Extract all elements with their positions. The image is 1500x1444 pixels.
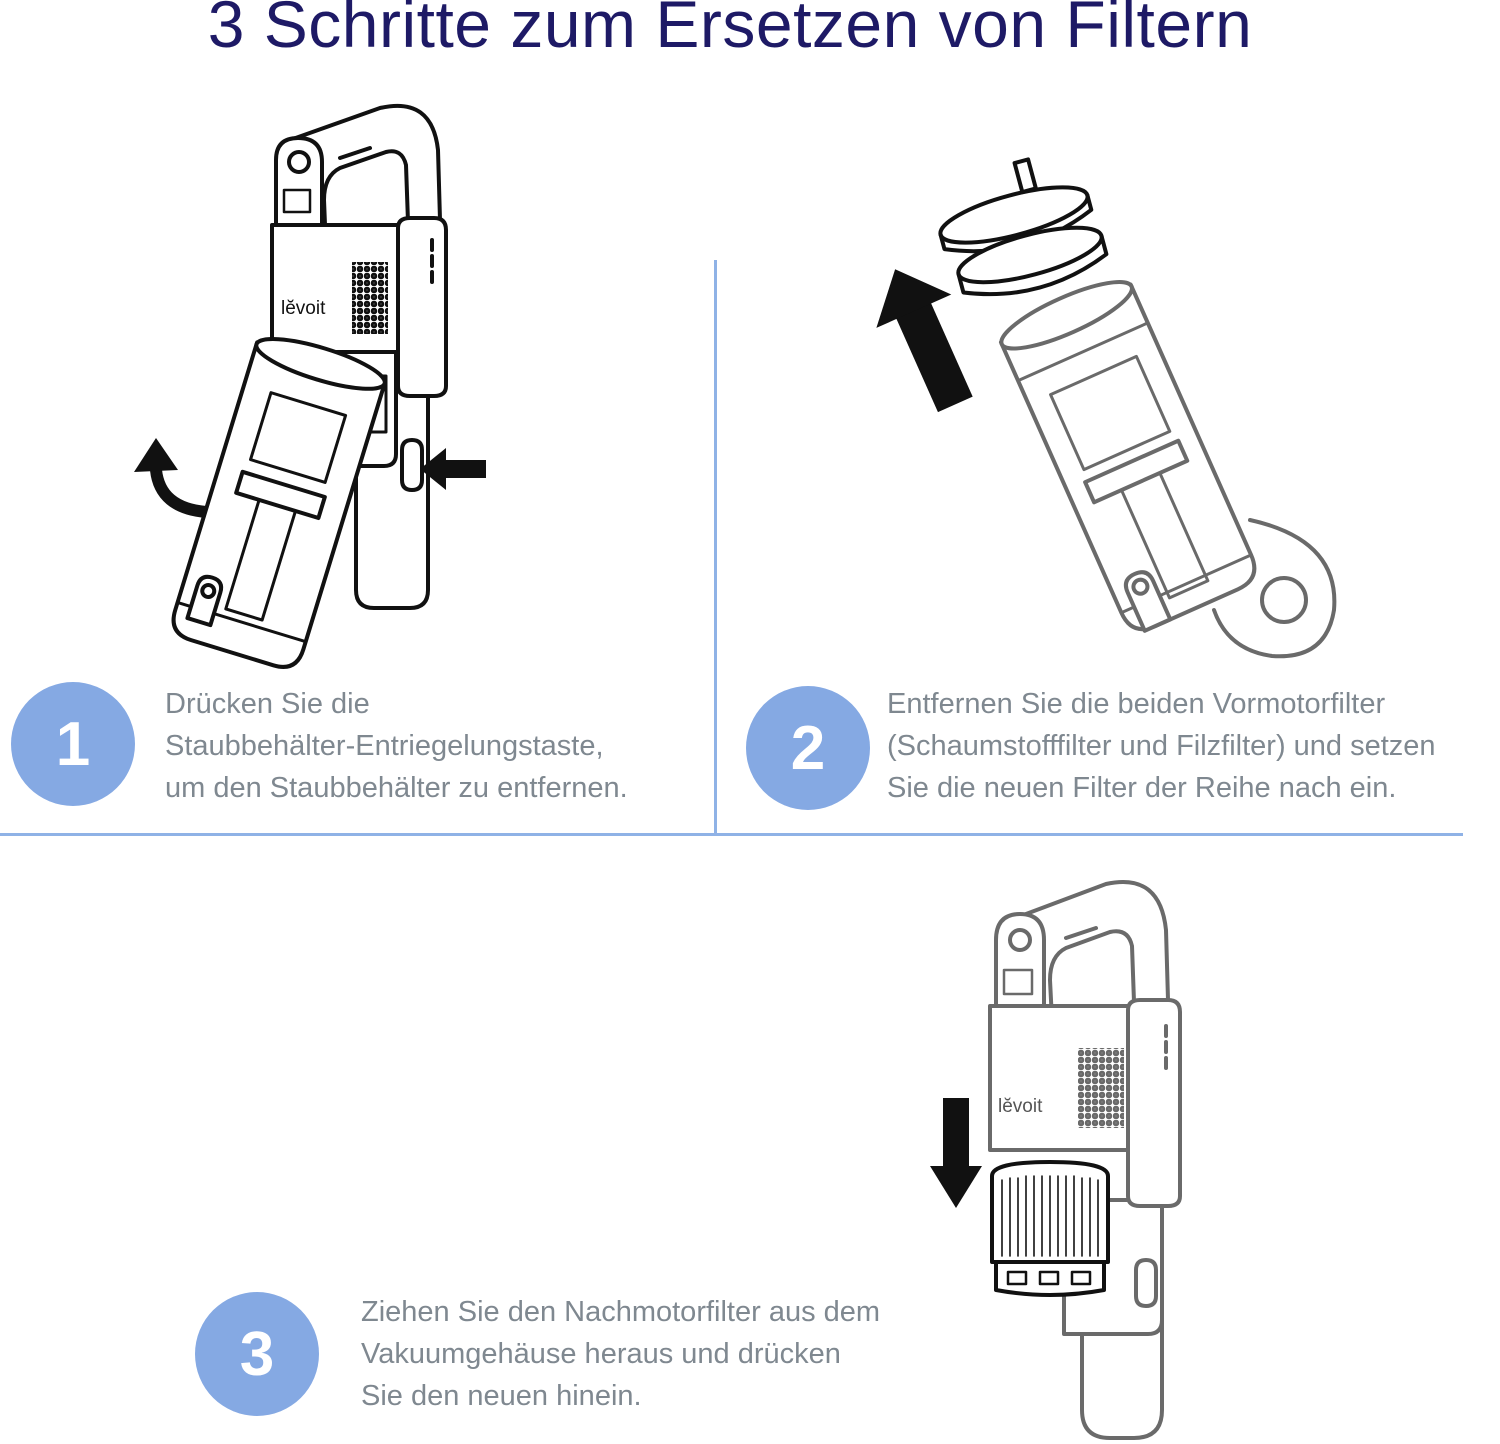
step-3-text bbox=[361, 1291, 880, 1417]
step-2-badge: 2 bbox=[746, 686, 870, 810]
brand-logo: lĕvoit bbox=[281, 298, 326, 319]
step-3-line-1: Ziehen Sie den Nachmotorfilter aus dem bbox=[361, 1296, 881, 1328]
step-2-line-2: (Schaumstofffilter und Filzfilter) und setzen bbox=[887, 730, 1436, 762]
step-3-badge: 3 bbox=[195, 1292, 319, 1416]
step-1-badge: 1 bbox=[11, 682, 135, 806]
step-1-line-1: Drücken Sie die bbox=[165, 688, 370, 720]
brand-logo-step3: lĕvoit bbox=[998, 1096, 1043, 1117]
step-1-line-3: um den Staubbehälter zu entfernen. bbox=[165, 772, 628, 804]
step-3-line-3: Sie den neuen hinein. bbox=[361, 1380, 642, 1412]
step-3-line-2: Vakuumgehäuse heraus und drücken bbox=[361, 1338, 841, 1370]
step-1-line-2: Staubbehälter-Entriegelungstaste, bbox=[165, 730, 604, 762]
step-2-line-1: Entfernen Sie die beiden Vormotorfilter bbox=[887, 688, 1386, 720]
page-title: 3 Schritte zum Ersetzen von Filtern bbox=[207, 0, 1253, 61]
step-2-line-3: Sie die neuen Filter der Reihe nach ein. bbox=[887, 772, 1397, 804]
step-2-text bbox=[887, 683, 1436, 809]
step-1-text bbox=[165, 683, 628, 809]
